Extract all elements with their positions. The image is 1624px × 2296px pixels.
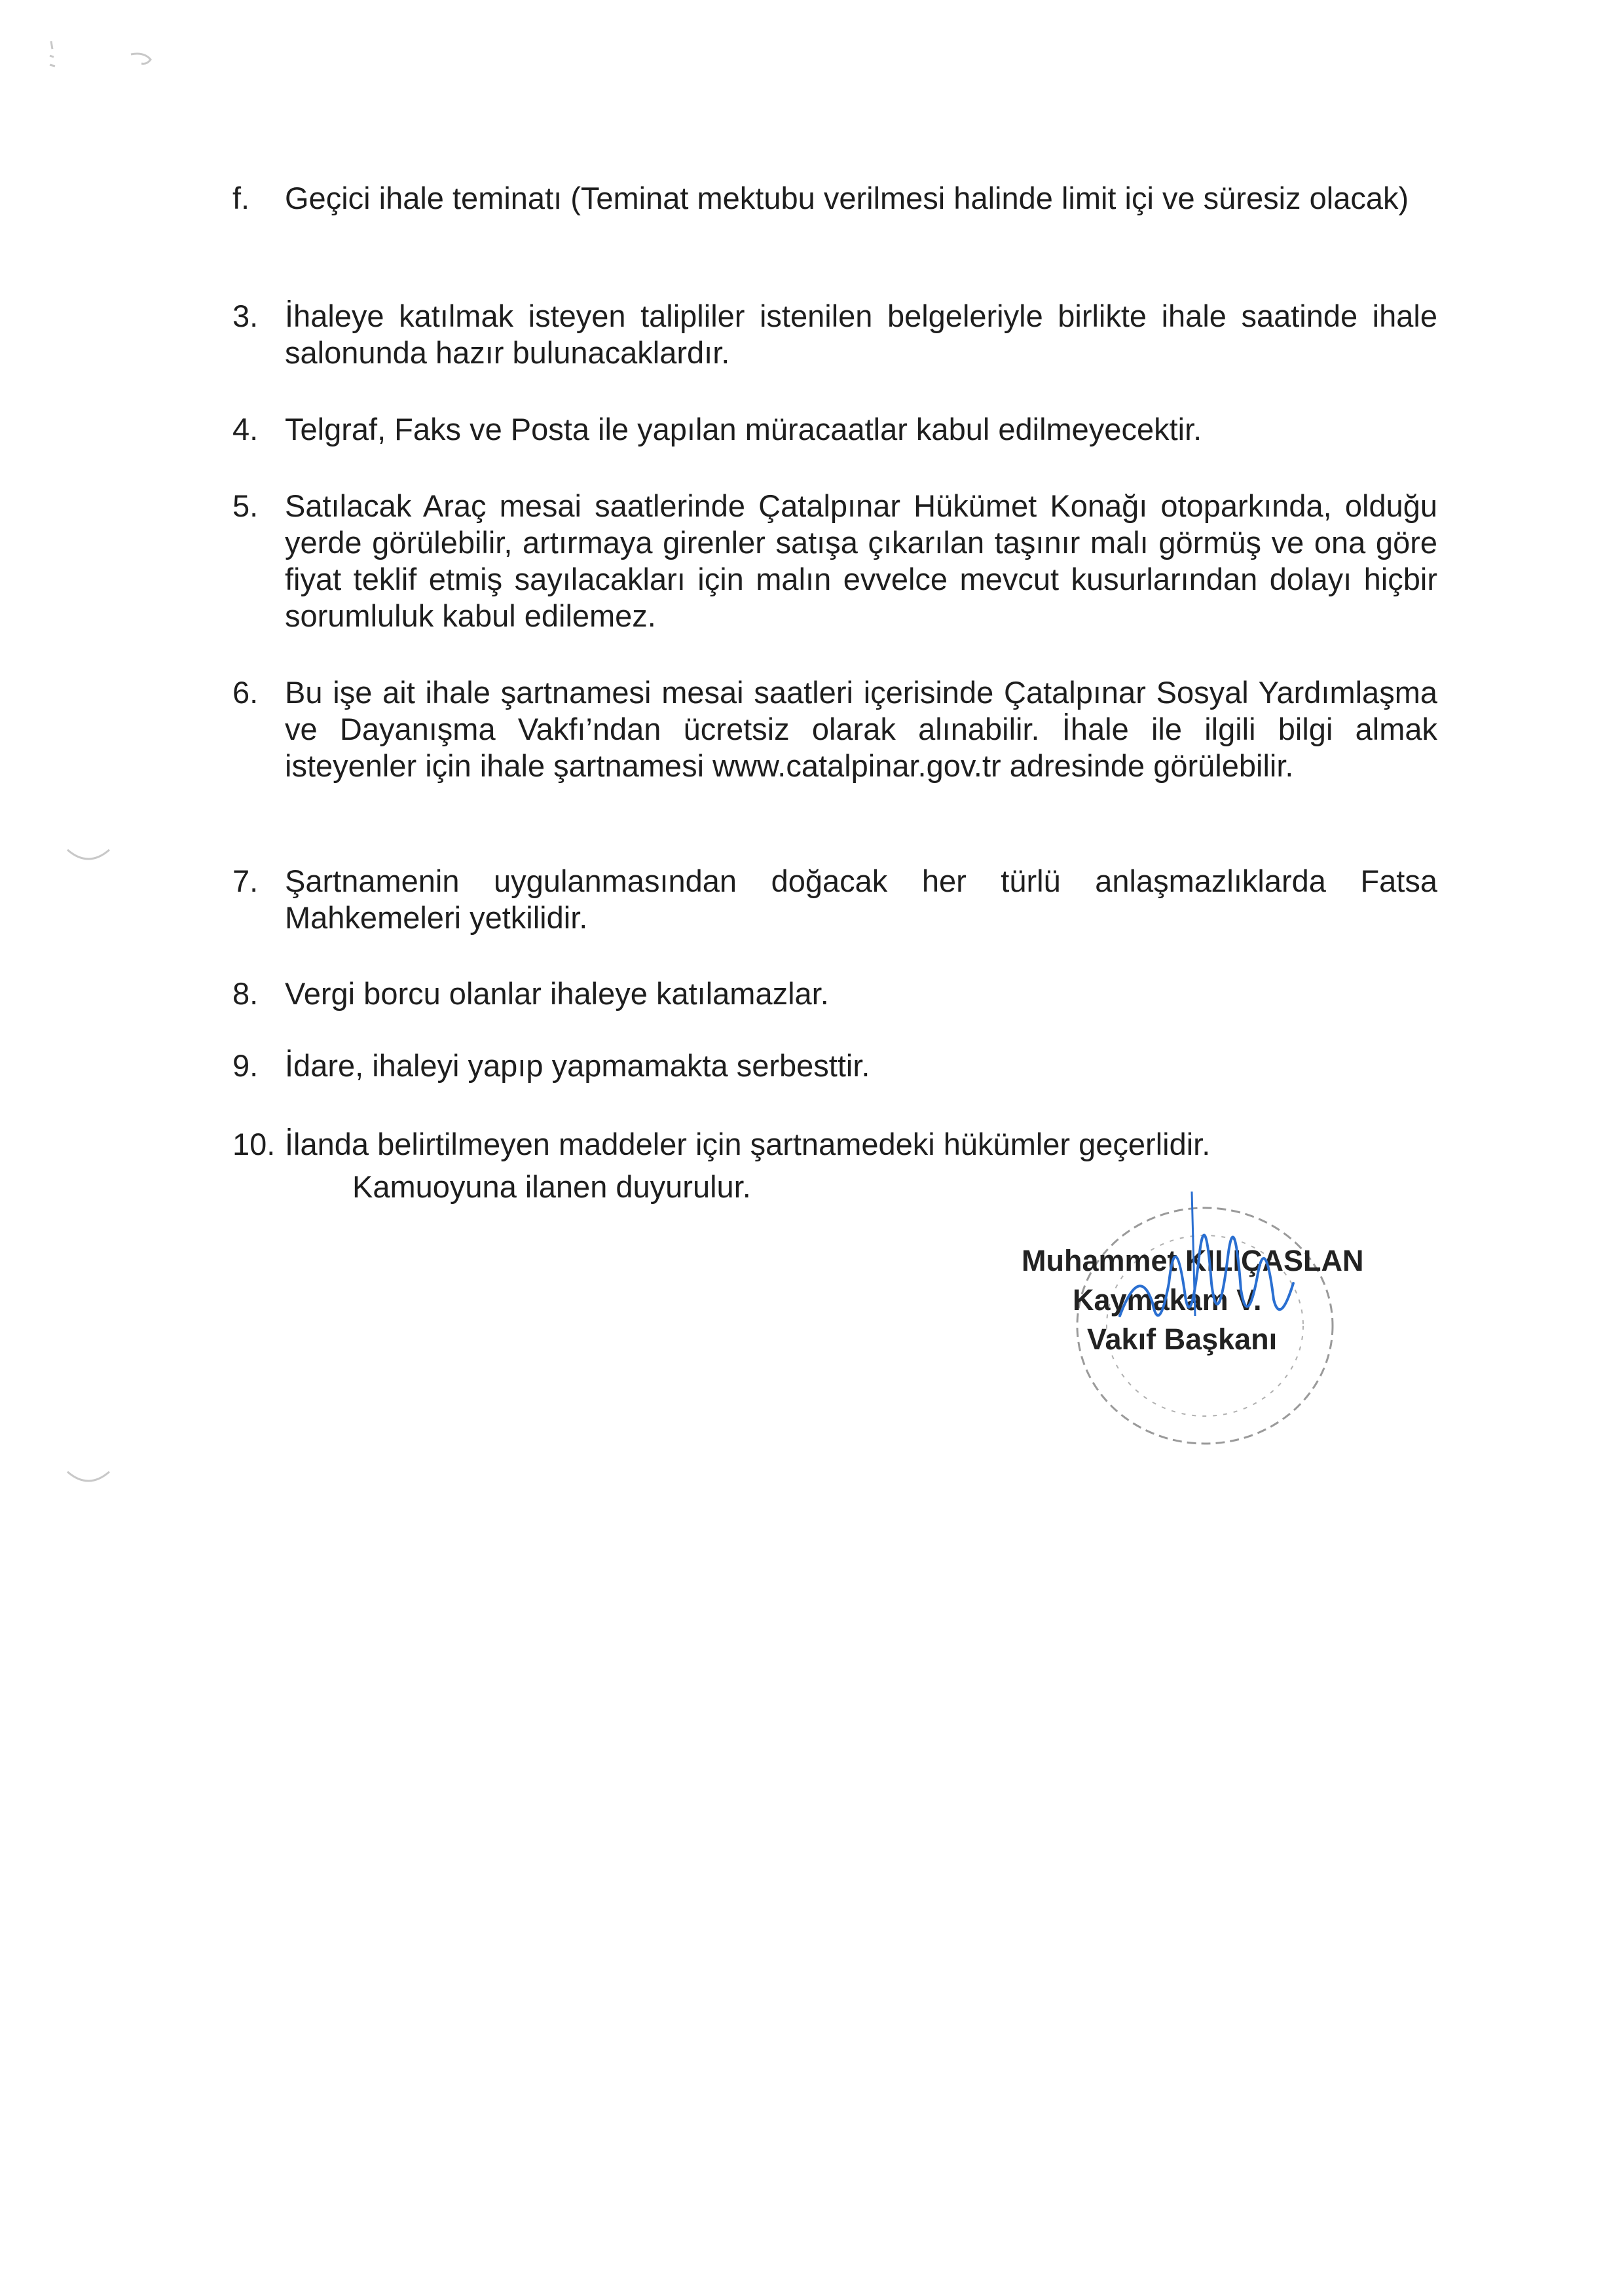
list-number: 5.: [232, 488, 259, 523]
list-text: İlanda belirtilmeyen maddeler için şartnamedeki hükümler geçerlidir.: [285, 1127, 1211, 1161]
handwritten-signature-icon: [1113, 1185, 1310, 1342]
signatory-organization: Vakıf Başkanı: [1087, 1322, 1278, 1356]
list-number: f.: [232, 181, 250, 215]
list-number: 7.: [232, 864, 259, 898]
list-item: [232, 863, 1437, 936]
signatory-title: Kaymakam V.: [1073, 1283, 1262, 1317]
list-item: [232, 180, 1437, 217]
list-text: Satılacak Araç mesai saatlerinde Çatalpınar Hükümet Konağı otoparkında, olduğu yerde görülebilir, artırmaya girenler satışa çıkarılan taşınır malı görmüş ve ona göre fiyat teklif etmiş sayılacakları için malın evvelce mevcut kusurlarından dolayı hiçbir sorumluluk kabul edilemez.: [285, 488, 1437, 633]
list-text: Bu işe ait ihale şartnamesi mesai saatleri içerisinde Çatalpınar Sosyal Yardımlaşma ve Dayanışma Vakfı’ndan ücretsiz olarak alınabilir. İhale ile ilgili bilgi almak isteyenler için ihale şartnamesi www.catalpinar.gov.tr adresinde görülebilir.: [285, 675, 1437, 783]
list-item: [232, 1126, 1437, 1163]
scan-artifact-icon: [46, 36, 177, 82]
list-number: 8.: [232, 976, 259, 1011]
list-item: [232, 975, 1437, 1012]
closing-line: Kamuoyuna ilanen duyurulur.: [352, 1169, 751, 1204]
list-item: [232, 411, 1437, 448]
list-text: Geçici ihale teminatı (Teminat mektubu verilmesi halinde limit içi ve süresiz olacak): [285, 181, 1409, 215]
list-number: 4.: [232, 412, 259, 446]
list-text: Şartnamenin uygulanmasından doğacak her türlü anlaşmazlıklarda Fatsa Mahkemeleri yetkilidir.: [285, 864, 1437, 935]
list-item: [232, 674, 1437, 784]
signature-block: [1002, 1224, 1421, 1499]
list-item: [232, 298, 1437, 371]
punch-hole-icon: [62, 845, 115, 871]
list-number: 6.: [232, 675, 259, 710]
list-text: Vergi borcu olanlar ihaleye katılamazlar.: [285, 976, 829, 1011]
list-item: [232, 1048, 1437, 1084]
list-text: İdare, ihaleyi yapıp yapmamakta serbesttir.: [285, 1048, 870, 1083]
list-number: 3.: [232, 299, 259, 333]
punch-hole-icon: [62, 1467, 115, 1493]
list-number: 10.: [232, 1127, 276, 1161]
list-number: 9.: [232, 1048, 259, 1083]
list-text: İhaleye katılmak isteyen talipliler istenilen belgeleriyle birlikte ihale saatinde ihale salonunda hazır bulunacaklardır.: [285, 299, 1437, 370]
signatory-name: Muhammet KILIÇASLAN: [1022, 1244, 1364, 1277]
list-text: Telgraf, Faks ve Posta ile yapılan müracaatlar kabul edilmeyecektir.: [285, 412, 1202, 446]
list-item: [232, 488, 1437, 634]
